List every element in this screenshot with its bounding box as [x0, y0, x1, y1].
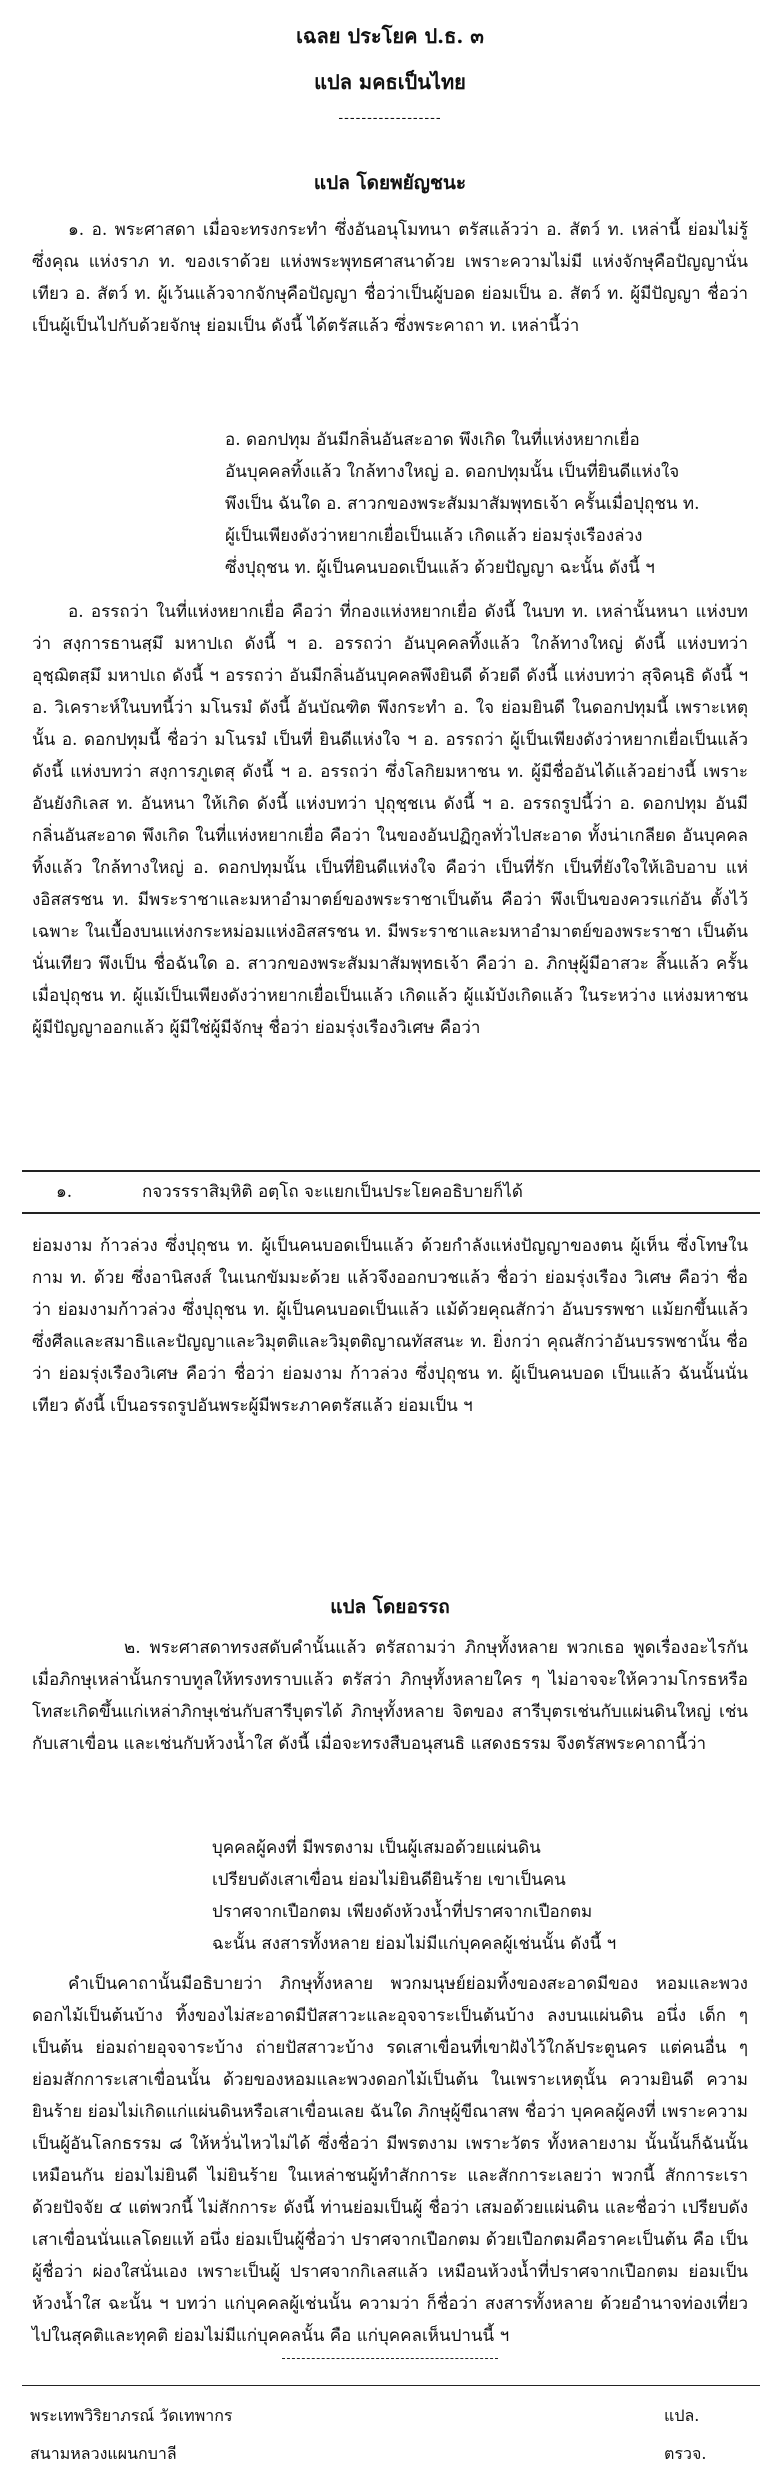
section2-para2-text: คำเป็นคาถานั้นมีอธิบายว่า ภิกษุทั้งหลาย พวกมนุษย์ย่อมทิ้งของสะอาดมีของ หอมและพวงดอกไม้เป็นต้นบ้าง ทิ้งของไม่สะอาดมีปัสสาวะและอุจจาระเป็นต้นบ้าง ลงบนแผ่นดิน อนึ่ง เด็ก ๆ เป็นต้น ย่อมถ่ายอุจจาระบ้าง ถ่ายปัสสาวะบ้าง รดเสาเขื่อนที่เขาฝังไว้ใกล้ประตูนคร แต่คนอื่น ๆ ย่อมสักการะเสาเขื่อนนั้น ด้วยของหอมและพวงดอกไม้เป็นต้น ในเพราะเหตุนั้น ความยินดี ความยินร้าย ย่อมไม่เกิดแก่แผ่นดินหรือเสาเขื่อนเลย ฉันใด ภิกษุผู้ขีณาสพ ชื่อว่า บุคคลผู้คงที่ เพราะความเป็นผู้อันโลกธรรม ๘ ให้หวั่นไหวไม่ได้ ซึ่งชื่อว่า มีพรตงาม เพราะวัตร ทั้งหลายงาม นั้นนั้นก็ฉันนั้นเหมือนกัน ย่อมไม่ยินดี ไม่ยินร้าย ในเหล่าชนผู้ทำสักการะ และสักการะเลยว่า พวกนี้ สักการะเราด้วยปัจจัย ๔ แต่พวกนี้ ไม่สักการะ ดังนี้ ท่านย่อมเป็นผู้ ชื่อว่า เสมอด้วยแผ่นดิน และชื่อว่า เปรียบดังเสาเขื่อนนั่นแลโดยแท้ อนึ่ง ย่อมเป็นผู้ชื่อว่า ปราศจากเปือกตม ด้วยเปือกตมคือราคะเป็นต้น คือ เป็นผู้ชื่อว่า ผ่องใสนั่นเอง เพราะเป็นผู้ ปราศจากกิเลสแล้ว เหมือนห้วงน้ำที่ปราศจากเปือกตม ย่อมเป็นห้วงน้ำใส ฉะนั้น ฯ บทว่า แก่บุคคลผู้เช่นนั้น ความว่า ก็ชื่อว่า สงสารทั้งหลาย ด้วยอำนาจท่องเที่ยวไปในสุคติและทุคติ ย่อมไม่มีแก่บุคคลนั้น คือ แก่บุคคลเห็นปานนี้ ฯ: [32, 1974, 748, 2346]
examiner-name: สนามหลวงแผนกบาลี: [30, 2444, 177, 2463]
translator-role: แปล.: [664, 2406, 700, 2425]
section2-para1-text: ๒. พระศาสดาทรงสดับคำนั้นแล้ว ตรัสถามว่า ภิกษุทั้งหลาย พวกเธอ พูดเรื่องอะไรกัน เมื่อภิกษุเหล่านั้นกราบทูลให้ทรงทราบแล้ว ตรัสว่า ภิกษุทั้งหลายใคร ๆ ไม่อาจจะให้ความโกรธหรือโทสะเกิดขึ้นแก่เหล่าภิกษุเช่นกับสารีบุตรได้ ภิกษุทั้งหลาย จิตของ สารีบุตรเช่นกับแผ่นดินใหญ่ เช่นกับเสาเขื่อน และเช่นกับห้วงน้ำใส ดังนี้ เมื่อจะทรงสืบอนุสนธิ แสดงธรรม จึงตรัสพระคาถานี้ว่า: [32, 1638, 748, 1754]
verse2-line: เปรียบดังเสาเขื่อน ย่อมไม่ยินดียินร้าย เขาเป็นคน: [212, 1870, 566, 1890]
section1-paragraph-2: [32, 596, 748, 1136]
verse2-line: บุคคลผู้คงที่ มีพรตงาม เป็นผู้เสมอด้วยแผ่นดิน: [212, 1838, 541, 1858]
verse2-line: ฉะนั้น สงสารทั้งหลาย ย่อมไม่มีแก่บุคคลผู้เช่นนั้น ดังนี้ ฯ: [212, 1934, 617, 1954]
section2-verse: [212, 1832, 616, 1960]
section2-paragraph-1: [32, 1632, 748, 1822]
section1-continuation-text: ย่อมงาม ก้าวล่วง ซึ่งปุถุชน ท. ผู้เป็นคนบอดเป็นแล้ว ด้วยกำลังแห่งปัญญาของตน ผู้เห็น ซึ่งโทษในกาม ท. ด้วย ซึ่งอานิสงส์ ในเนกขัมมะด้วย แล้วจึงออกบวชแล้ว ชื่อว่า ย่อมรุ่งเรือง วิเศษ คือว่า ชื่อว่า ย่อมงามก้าวล่วง ซึ่งปุถุชน ท. ผู้เป็นคนบอดเป็นแล้ว แม้ด้วยคุณสักว่า อันบรรพชา แม้ยกขึ้นแล้วซึ่งศีลและสมาธิและปัญญาและวิมุตติและวิมุตติญาณทัสสนะ ท. ยิ่งกว่า คุณสักว่าอันบรรพชานั้น ชื่อว่า ย่อมรุ่งเรืองวิเศษ คือว่า ชื่อว่า ย่อมงาม ก้าวล่วง ซึ่งปุถุชน ท. ผู้เป็นคนบอด เป็นแล้ว ฉันนั้นนั่นเทียว ดังนี้ เป็นอรรถรูปอันพระผู้มีพระภาคตรัสแล้ว ย่อมเป็น ฯ: [32, 1236, 748, 1416]
verse1-line: ผู้เป็นเพียงดังว่าหยากเยื่อเป็นแล้ว เกิดแล้ว ย่อมรุ่งเรืองล่วง: [225, 526, 643, 546]
examiner-role: ตรวจ.: [664, 2444, 707, 2463]
footnote-label: ๑.: [56, 1182, 73, 1202]
footnote-text: กจวรรราสิมฺหิติ อตฺโถ จะแยกเป็นประโยคอธิบายก็ได้: [142, 1182, 523, 1202]
section2-paragraph-2: [32, 1968, 748, 2348]
section1-continuation: [32, 1230, 748, 1520]
section1-verse: [225, 424, 700, 584]
end-separator: [282, 2358, 498, 2359]
section1-para1-text: ๑. อ. พระศาสดา เมื่อจะทรงกระทำ ซึ่งอันอนุโมทนา ตรัสแล้วว่า อ. สัตว์ ท. เหล่านี้ ย่อมไม่รู้ ซึ่งคุณ แห่งราภ ท. ของเราด้วย แห่งพระพุทธศาสนาด้วย เพราะความไม่มี แห่งจักษุคือปัญญานั่นเทียว อ. สัตว์ ท. ผู้เว้นแล้วจากจักษุคือปัญญา ชื่อว่าเป็นผู้บอด ย่อมเป็น อ. สัตว์ ท. ผู้มีปัญญา ชื่อว่าเป็นผู้เป็นไปกับด้วยจักษุ ย่อมเป็น ดังนี้ ได้ตรัสแล้ว ซึ่งพระคาถา ท. เหล่านี้ว่า: [32, 220, 748, 336]
section1-heading: แปล โดยพยัญชนะ: [313, 172, 467, 194]
doc-subtitle: แปล มคธเป็นไทย: [314, 70, 466, 94]
section1-para2-text: อ. อรรถว่า ในที่แห่งหยากเยื่อ คือว่า ที่กองแห่งหยากเยื่อ ดังนี้ ในบท ท. เหล่านั้นหนา แห่งบทว่า สงฺการธานสฺมึ มหาปเถ ดังนี้ ฯ อ. อรรถว่า อันบุคคลทิ้งแล้ว ใกล้ทางใหญ่ ดังนี้ แห่งบทว่า อุชฺฌิตสฺมึ มหาปเถ ดังนี้ ฯ อรรถว่า อันมีกลิ่นอันบุคคลพึงยินดี ด้วยดี ดังนี้ แห่งบทว่า สุจิคนฺธิ ดังนี้ ฯ อ. วิเคราะห์ในบทนี้ว่า มโนรมํ ดังนี้ อันบัณฑิต พึงกระทำ อ. ใจ ย่อมยินดี ในดอกปทุมนี้ เพราะเหตุนั้น อ. ดอกปทุมนี้ ชื่อว่า มโนรมํ เป็นที่ ยินดีแห่งใจ ฯ อ. อรรถว่า ผู้เป็นเพียงดังว่าหยากเยื่อเป็นแล้ว ดังนี้ แห่งบทว่า สงฺการภูเตสุ ดังนี้ ฯ อ. อรรถว่า ซึ่งโลกิยมหาชน ท. ผู้มีชื่ออันได้แล้วอย่างนี้ เพราะอันยังกิเลส ท. อันหนา ให้เกิด ดังนี้ แห่งบทว่า ปุถุชฺชเน ดังนี้ ฯ อ. อรรถรูปนี้ว่า อ. ดอกปทุม อันมีกลิ่นอันสะอาด พึงเกิด ในที่แห่งหยากเยื่อ คือว่า ในของอันปฏิกูลทั่วไปสะอาด ทั้งน่าเกลียด อันบุคคลทิ้งแล้ว ใกล้ทางใหญ่ อ. ดอกปทุมนั้น เป็นที่ยินดีแห่งใจ คือว่า เป็นที่รัก เป็นที่ยังใจให้เอิบอาบ แห่งอิสสรชน ท. มีพระราชาและมหาอำมาตย์ของพระราชาเป็นต้น คือว่า พึงเป็นของควรแก่อัน ตั้งไว้เฉพาะ ในเบื้องบนแห่งกระหม่อมแห่งอิสสรชน ท. มีพระราชาและมหาอำมาตย์ของพระราชา เป็นต้นนั่นเทียว พึงเป็น ชื่อฉันใด อ. สาวกของพระสัมมาสัมพุทธเจ้า คือว่า อ. ภิกษุผู้มีอาสวะ สิ้นแล้ว ครั้นเมื่อปุถุชน ท. ผู้แม้เป็นเพียงดังว่าหยากเยื่อเป็นแล้ว เกิดแล้ว ผู้แม้บังเกิดแล้ว ในระหว่าง แห่งมหาชนผู้มีปัญญาออกแล้ว ผู้มีใช่ผู้มีจักษุ ชื่อว่า ย่อมรุ่งเรืองวิเศษ คือว่า: [32, 602, 748, 1038]
verse1-line: พึงเป็น ฉันใด อ. สาวกของพระสัมมาสัมพุทธเจ้า ครั้นเมื่อปุถุชน ท.: [225, 494, 700, 514]
translator-name: พระเทพวิริยาภรณ์ วัดเทพากร: [30, 2406, 233, 2425]
footer-rule: [22, 2385, 760, 2386]
verse2-line: ปราศจากเปือกตม เพียงดังห้วงน้ำที่ปราศจากเปือกตม: [212, 1902, 593, 1922]
footnote-box: [22, 1170, 760, 1214]
title-separator: ------------------: [338, 110, 442, 126]
verse1-line: อ. ดอกปทุม อันมีกลิ่นอันสะอาด พึงเกิด ในที่แห่งหยากเยื่อ: [225, 430, 640, 450]
doc-title: เฉลย ประโยค ป.ธ. ๓: [296, 24, 484, 48]
section1-paragraph-1: [32, 214, 748, 374]
verse1-line: ซึ่งปุถุชน ท. ผู้เป็นคนบอดเป็นแล้ว ด้วยปัญญา ฉะนั้น ดังนี้ ฯ: [225, 558, 655, 578]
verse1-line: อันบุคคลทิ้งแล้ว ใกล้ทางใหญ่ อ. ดอกปทุมนั้น เป็นที่ยินดีแห่งใจ: [225, 462, 680, 482]
section2-heading: แปล โดยอรรถ: [330, 1596, 450, 1618]
